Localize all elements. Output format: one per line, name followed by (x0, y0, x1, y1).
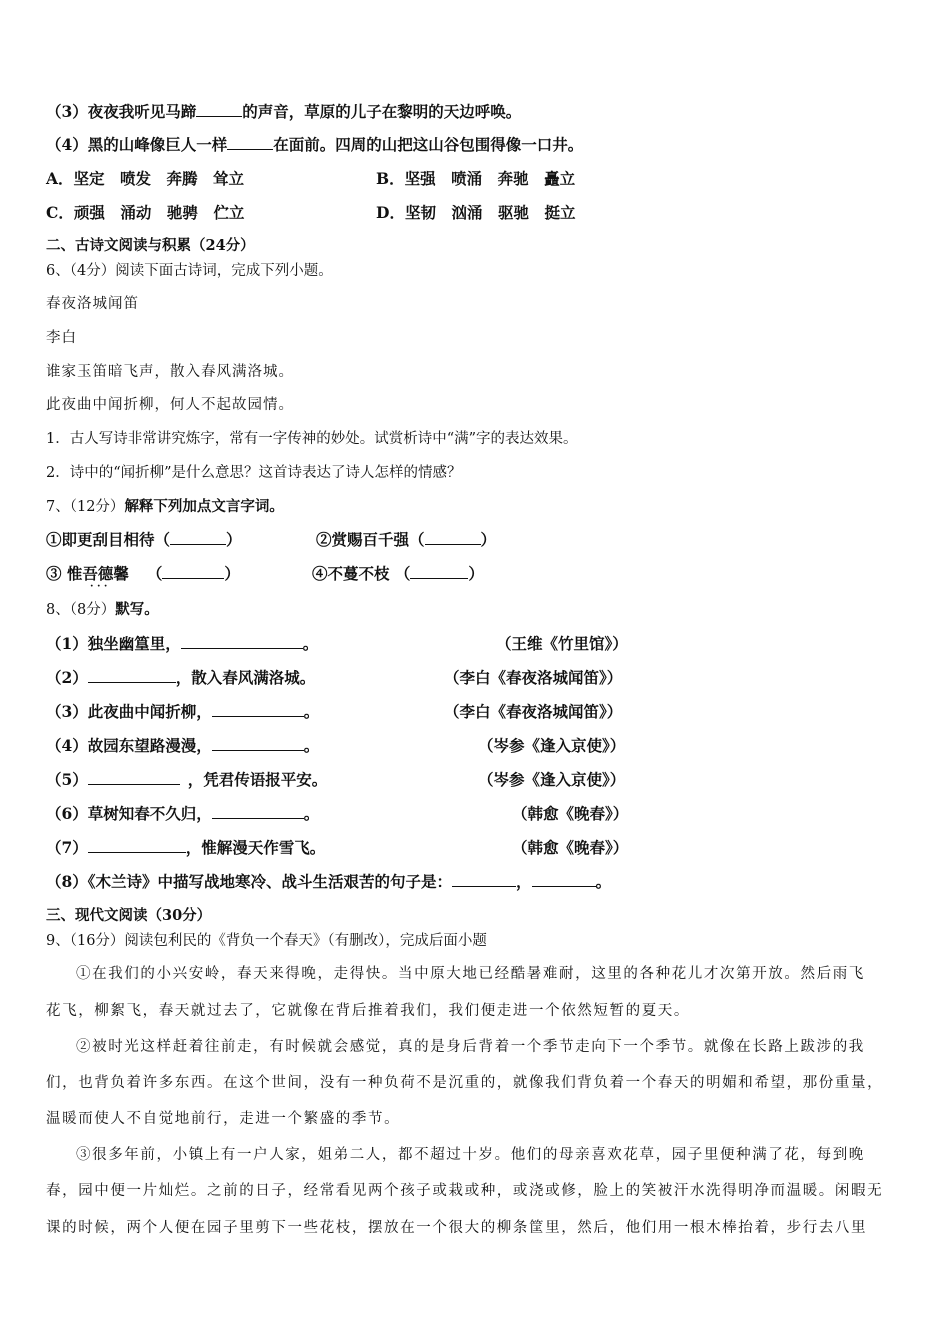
option-c[interactable]: C．顽强 涌动 驰骋 伫立 (46, 203, 245, 222)
paren-close: ） (226, 530, 242, 549)
q5-item-3-text: （3）夜夜我听见马蹄 (46, 102, 197, 121)
q8-row-2-source: （李白《春夜洛城闻笛》） (444, 668, 623, 687)
q8-row-text: （2） (46, 668, 88, 687)
blank[interactable] (410, 564, 468, 579)
q8-row-text2: ，散入春风满洛城。 (175, 668, 316, 687)
para-2-line-1: ②被时光这样赶着往前走，有时候就会感觉，真的是身后背着一个季节走向下一个季节。就像在长路上跋涉的我 (76, 1039, 865, 1055)
q8-row-8 (46, 871, 611, 893)
q5-item-4-text2: 在面前。四周的山把这山谷包围得像一口井。 (273, 135, 584, 154)
blank[interactable] (162, 564, 224, 579)
q7-stem-score: 7、（12分） (46, 499, 125, 515)
q8-row-1-source: （王维《竹里馆》） (496, 634, 628, 653)
blank[interactable] (425, 530, 481, 545)
q7-item-1 (46, 529, 242, 551)
q5-item-3-text2: 的声音，草原的儿子在黎明的天边呼唤。 (242, 102, 522, 121)
q7-stem-text: 解释下列加点文言字词。 (124, 498, 284, 515)
para-3-line-1: ③很多年前，小镇上有一户人家，姐弟二人，都不超过十岁。他们的母亲喜欢花草，园子里便种满了花，每到晚 (76, 1147, 865, 1163)
q8-row-6-source: （韩愈《晚春》） (512, 804, 629, 823)
q8-row-text2: ，惟解漫天作雪飞。 (185, 838, 326, 857)
q8-row-text: （4）故园东望路漫漫， (46, 736, 212, 755)
blank[interactable] (532, 872, 596, 887)
q8-row-5 (46, 769, 327, 791)
q8-row-3 (46, 701, 319, 723)
q7-item-3-text: ③ 惟吾德馨 · · · (46, 564, 129, 583)
blank[interactable] (212, 702, 304, 717)
q7-item-4-text: ④不蔓不枝 （ (312, 564, 411, 583)
blank[interactable] (212, 804, 304, 819)
q6-sub-2: 2．诗中的“闻折柳”是什么意思？这首诗表达了诗人怎样的情感？ (46, 465, 462, 481)
q7-item-1-text: ①即更刮目相待（ (46, 530, 171, 549)
q8-stem-score: 8、（8分） (46, 602, 116, 618)
q7-stem (46, 496, 284, 518)
q8-row-3-source: （李白《春夜洛城闻笛》） (444, 702, 623, 721)
poem-title: 春夜洛城闻笛 (46, 296, 139, 312)
q5-item-3 (46, 101, 521, 123)
para-3-line-3: 课的时候，两个人便在园子里剪下一些花枝，摆放在一个很大的柳条筐里，然后，他们用一根木棒抬着，步行去八里 (46, 1220, 868, 1236)
q7-item-4 (312, 563, 484, 585)
q6-sub-1: 1．古人写诗非常讲究炼字，常有一字传神的妙处。试赏析诗中“满”字的表达效果。 (46, 431, 578, 447)
period: 。 (302, 634, 319, 653)
q8-row-text: （7） (46, 838, 88, 857)
blank[interactable] (88, 668, 176, 683)
q8-row-7-source: （韩愈《晚春》） (512, 838, 629, 857)
q9-stem: 9、（16分）阅读包利民的《背负一个春天》（有删改），完成后面小题 (46, 933, 487, 949)
period: 。 (303, 736, 320, 755)
paren-close: ） (480, 530, 497, 549)
para-1-line-2: 花飞，柳絮飞，春天就过去了，它就像在背后推着我们，我们便走进一个依然短暂的夏天。 (46, 1003, 690, 1019)
poem-line-1: 谁家玉笛暗飞声，散入春风满洛城。 (46, 364, 294, 380)
q8-row-text: （8）《木兰诗》中描写战地寒冷、战斗生活艰苦的句子是： (46, 872, 453, 891)
q8-row-1 (46, 633, 318, 655)
q5-item-4-text: （4）黑的山峰像巨人一样 (46, 135, 228, 154)
para-1-line-1: ①在我们的小兴安岭，春天来得晚，走得快。当中原大地已经酷暑难耐，这里的各种花儿才次第开放。然后雨飞 (76, 966, 865, 982)
q8-row-text: （5） (46, 770, 88, 789)
blank[interactable] (170, 530, 226, 545)
para-2-line-3: 温暖而使人不自觉地前行，走进一个繁盛的季节。 (46, 1111, 401, 1127)
period: 。 (303, 804, 320, 823)
blank[interactable] (181, 634, 303, 649)
paren-close: ） (224, 564, 240, 583)
paren-open: （ (146, 564, 163, 583)
blank[interactable] (212, 736, 304, 751)
poem-line-2: 此夜曲中闻折柳，何人不起故园情。 (46, 397, 294, 413)
section-2-title: 二、古诗文阅读与积累（24分） (46, 237, 255, 254)
poet: 李白 (46, 330, 77, 346)
q8-row-text2: ，凭君传语报平安。 (187, 770, 328, 789)
q8-row-text: （3）此夜曲中闻折柳， (46, 702, 212, 721)
q8-row-4-source: （岑参《逢入京使》） (478, 736, 626, 755)
option-a[interactable]: A．坚定 喷发 奔腾 耸立 (46, 169, 245, 188)
option-b[interactable]: B．坚强 喷涌 奔驰 矗立 (376, 169, 576, 188)
para-2-line-2: 们，也背负着许多东西。在这个世间，没有一种负荷不是沉重的，就像我们背负着一个春天的明媚和希望，那份重量， (46, 1075, 884, 1091)
q5-item-4 (46, 134, 583, 156)
q8-row-6 (46, 803, 319, 825)
q7-item-3 (46, 563, 240, 585)
blank[interactable] (452, 872, 516, 887)
q8-row-4 (46, 735, 319, 757)
q8-row-text: （6）草树知春不久归， (46, 804, 212, 823)
period: 。 (303, 702, 320, 721)
comma: ， (516, 872, 532, 891)
q8-row-5-source: （岑参《逢入京使》） (478, 770, 626, 789)
q8-stem-text: 默写。 (115, 601, 159, 618)
blank[interactable] (88, 838, 186, 853)
para-3-line-2: 春，园中便一片灿烂。之前的日子，经常看见两个孩子或栽或种，或浇或修，脸上的笑被汗水洗得明净而温暖。闲暇无 (46, 1183, 884, 1199)
q8-row-7 (46, 837, 325, 859)
section-3-title: 三、现代文阅读（30分） (46, 907, 212, 924)
blank[interactable] (196, 102, 242, 117)
blank[interactable] (227, 135, 273, 150)
q7-item-2 (316, 529, 496, 551)
period: 。 (595, 872, 612, 891)
q8-stem (46, 599, 159, 621)
blank[interactable] (88, 770, 180, 785)
option-d[interactable]: D．坚韧 汹涌 驱驰 挺立 (376, 203, 576, 222)
q8-row-2 (46, 667, 315, 689)
q7-item-2-text: ②赏赐百千强（ (316, 530, 425, 549)
q8-row-text: （1）独坐幽篁里， (46, 634, 181, 653)
q6-stem: 6、（4分）阅读下面古诗词，完成下列小题。 (46, 263, 333, 279)
paren-close: ） (468, 564, 484, 583)
